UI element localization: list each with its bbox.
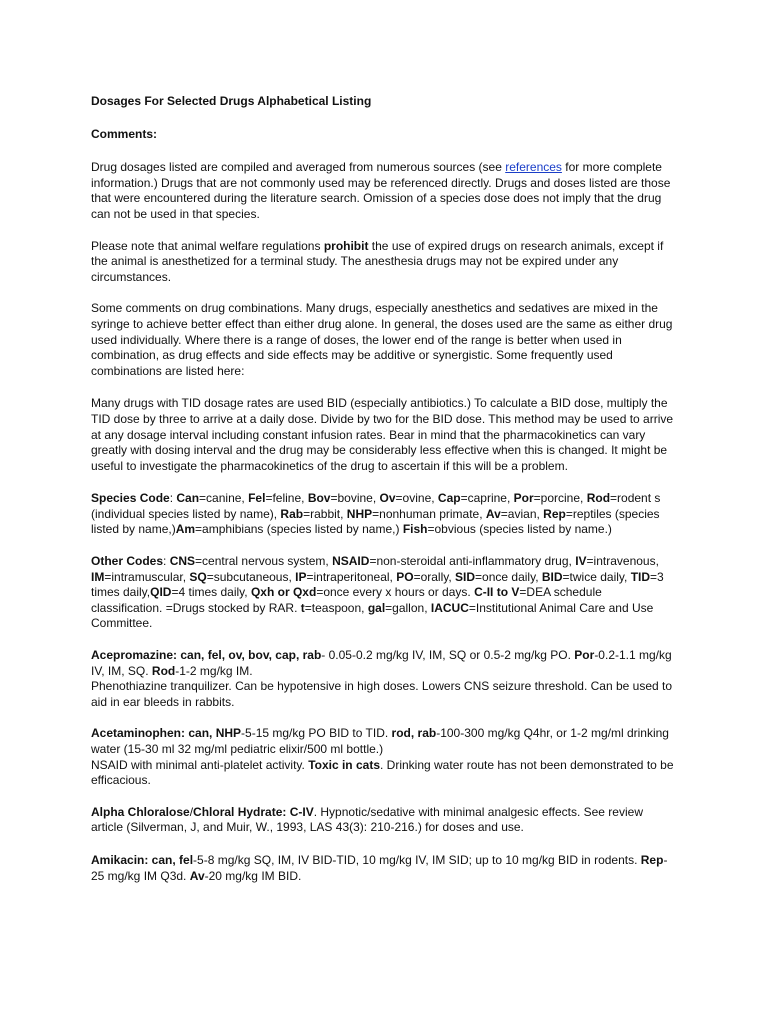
code: Rep	[543, 506, 566, 521]
references-link[interactable]: references	[505, 160, 562, 175]
code: NSAID	[332, 554, 370, 569]
paragraph-combinations: Some comments on drug combinations. Many drugs, especially anesthetics and sedatives are mixed in the syringe to achieve better effect than either drug alone. In general, the doses used are the same as either drug used individually. Where there is a range of doses, the lower end of the range is better when used in combination, as drug effects and side effects may be additive or synergistic. Some frequently used combinations are listed here:	[91, 301, 673, 378]
warning-text: Toxic in cats	[308, 757, 380, 772]
code: Rab	[280, 506, 304, 521]
code: gal	[367, 600, 386, 615]
entry-acepromazine	[91, 648, 676, 710]
drug-note: Phenothiazine tranquilizer. Can be hypotensive in high doses. Lowers CNS seizure threshold. Can be used to aid in ear bleeds in rabbits.	[91, 679, 673, 709]
text: =ovine,	[395, 491, 438, 506]
text: =twice daily,	[562, 569, 631, 584]
text: Please note that animal welfare regulations	[91, 238, 324, 253]
text: =nonhuman primate,	[372, 506, 486, 521]
text: =porcine,	[533, 491, 587, 506]
drug-note: NSAID with minimal anti-platelet activity.	[91, 757, 309, 772]
text: =Institutional Animal Care and Use Committee.	[91, 600, 654, 631]
text: =bovine,	[330, 491, 380, 506]
text: =teaspoon,	[304, 600, 368, 615]
entry-alpha-chloralose	[91, 805, 676, 836]
code: Av	[189, 868, 205, 883]
text: =once every x hours or days.	[316, 585, 475, 600]
code: NHP	[346, 506, 373, 521]
code: Rep	[640, 852, 664, 867]
text: =non-steroidal anti-inflammatory drug,	[369, 554, 576, 569]
code: t	[300, 600, 305, 615]
text: =avian,	[500, 506, 544, 521]
code: SQ	[189, 569, 207, 584]
text: =intravenous,	[586, 554, 659, 569]
text: Drug dosages listed are compiled and averaged from numerous sources (see	[91, 160, 506, 175]
code: Por	[574, 648, 595, 663]
code: Ov	[379, 491, 396, 506]
text: -25 mg/kg IM Q3d.	[91, 852, 668, 883]
text: :	[169, 491, 177, 506]
code: C-II to V	[474, 585, 520, 600]
text: -100-300 mg/kg Q4hr, or 1-2 mg/ml drinking water (15-30 ml 32 mg/ml pediatric elixir/500 ml bottle.)	[91, 726, 669, 756]
code: BID	[541, 569, 563, 584]
text: =gallon,	[385, 600, 431, 615]
emphasis-prohibit: prohibit	[323, 238, 369, 253]
paragraph-other-codes	[91, 554, 676, 632]
text: =4 times daily,	[171, 585, 251, 600]
species-code-label: Species Code	[91, 491, 170, 506]
code: Rod	[586, 491, 611, 506]
text: =obvious (species listed by name.)	[427, 522, 612, 537]
text: -0.2-1.1 mg/kg IV, IM, SQ.	[91, 648, 672, 678]
document-title: Dosages For Selected Drugs Alphabetical Listing	[91, 94, 372, 108]
code: TID	[630, 569, 651, 584]
text: =rabbit,	[303, 506, 347, 521]
text: =central nervous system,	[195, 554, 333, 569]
text: /	[189, 804, 194, 819]
drug-name: Amikacin: can, fel	[91, 852, 194, 867]
text: =reptiles (species listed by name,)	[91, 506, 660, 537]
text: =intraperitoneal,	[306, 569, 397, 584]
drug-name: Alpha Chloralose	[91, 804, 190, 819]
drug-note: . Drinking water route has not been demonstrated to be efficacious.	[91, 757, 674, 788]
text: -5-8 mg/kg SQ, IM, IV BID-TID, 10 mg/kg IV, IM SID; up to 10 mg/kg BID in rodents.	[193, 852, 641, 867]
paragraph-species-codes	[91, 491, 676, 538]
text: =feline,	[265, 491, 308, 506]
code: CNS	[169, 554, 196, 569]
text: =3 times daily,	[91, 569, 664, 600]
code: Qxh or Qxd	[250, 585, 317, 600]
text: -20 mg/kg IM BID.	[204, 868, 302, 883]
text: =orally,	[413, 569, 456, 584]
drug-name: Chloral Hydrate: C-IV	[193, 804, 314, 819]
code: PO	[396, 569, 414, 584]
code: Rod	[151, 663, 176, 678]
code: Am	[175, 522, 196, 537]
code: rod, rab	[391, 726, 437, 741]
entry-acetaminophen	[91, 726, 676, 788]
code: Fish	[402, 522, 428, 537]
drug-name: Acepromazine: can, fel, ov, bov, cap, rab	[91, 648, 322, 663]
comments-heading: Comments:	[91, 126, 158, 141]
text: =caprine,	[460, 491, 514, 506]
code: SID	[455, 569, 476, 584]
text: -5-15 mg/kg PO BID to TID.	[241, 726, 392, 741]
text: =intramuscular,	[104, 569, 190, 584]
text: the use of expired drugs on research animals, except if the animal is anesthetized for a terminal study. The anesthesia drugs may not be expired under any circumstances.	[91, 238, 664, 284]
paragraph-dosing-interval: Many drugs with TID dosage rates are used BID (especially antibiotics.) To calculate a BID dose, multiply the TID dose by three to arrive at a daily dose. Divide by two for the BID dose. This method may be used to arrive at any dosage interval including constant infusion rates. Bear in mind that the pharmacokinetics can vary greatly with dosing interval and the drug may be considerably less effective when this is changed. It might be useful to investigate the pharmacokinetics of the drug to ascertain if this will be a problem.	[91, 396, 674, 473]
text: =subcutaneous,	[206, 569, 296, 584]
drug-name: Acetaminophen: can, NHP	[91, 726, 242, 741]
code: Por	[513, 491, 534, 506]
code: Av	[485, 506, 501, 521]
text: :	[163, 554, 170, 569]
text: =amphibians (species listed by name,)	[195, 522, 403, 537]
code: Can	[176, 491, 200, 506]
text: =DEA schedule classification. =Drugs stocked by RAR.	[91, 585, 602, 615]
code: Cap	[437, 491, 461, 506]
code: Fel	[248, 491, 266, 506]
text: =once daily,	[475, 569, 542, 584]
text: - 0.05-0.2 mg/kg IV, IM, SQ or 0.5-2 mg/kg PO.	[321, 648, 575, 663]
text: =rodent s (individual species listed by name),	[91, 491, 661, 521]
code: IP	[295, 569, 307, 584]
text: -1-2 mg/kg IM.	[175, 663, 253, 678]
entry-amikacin	[91, 853, 676, 884]
text: . Hypnotic/sedative with minimal analgesic effects. See review article (Silverman, J, and Muir, W., 1993, LAS 43(3): 210-216.) for doses and use.	[91, 804, 643, 835]
code: IACUC	[430, 600, 469, 615]
paragraph-expired-drugs	[91, 239, 676, 286]
other-codes-label: Other Codes	[91, 554, 164, 569]
document-body	[91, 94, 676, 899]
paragraph-sources	[91, 160, 676, 222]
text: for more complete information.) Drugs that are not commonly used may be referenced directly. Drugs and doses listed are those that were encountered during the literature search. Omission of a species dose does not imply that the drug can not be used in that species.	[91, 160, 671, 221]
code: IV	[575, 554, 587, 569]
text: =canine,	[199, 491, 249, 506]
code: Bov	[307, 491, 331, 506]
code: IM	[91, 569, 105, 584]
code: QID	[150, 585, 172, 600]
